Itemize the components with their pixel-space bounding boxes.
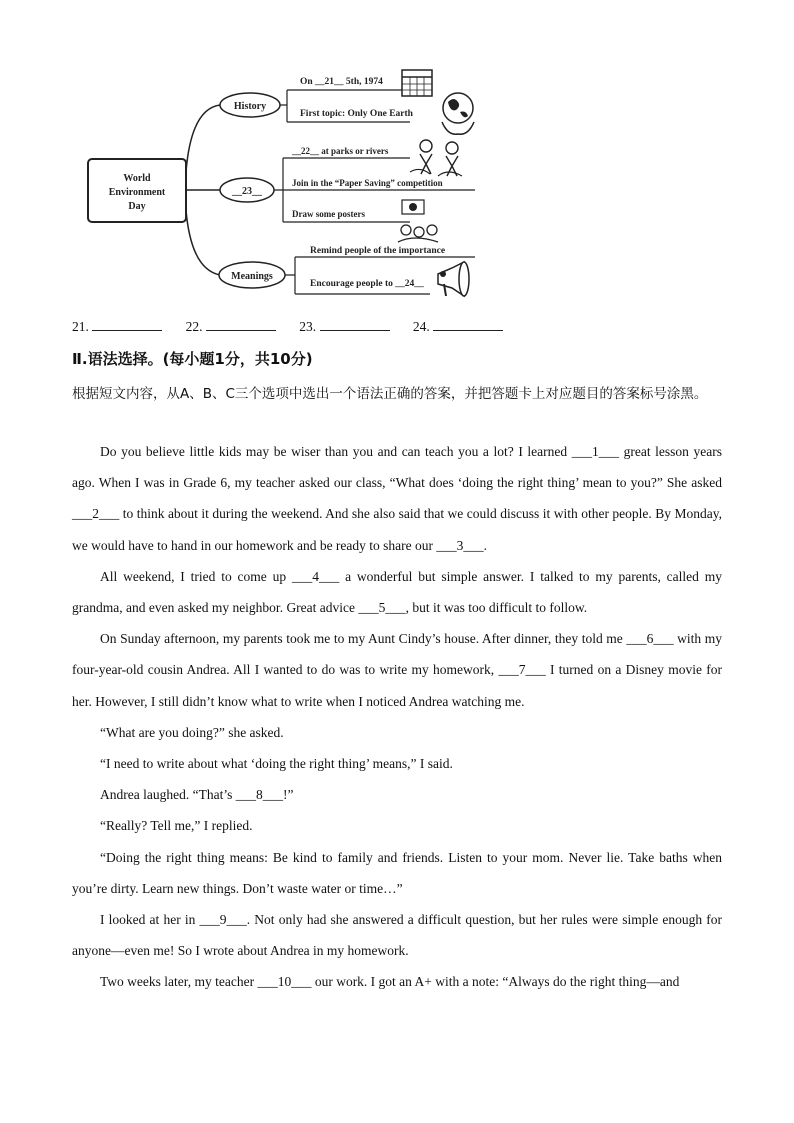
answer-24-number: 24.: [412, 319, 430, 334]
passage-paragraph: “Really? Tell me,” I replied.: [100, 818, 253, 834]
passage: [72, 436, 722, 998]
connector-history: [186, 105, 220, 172]
answer-23-number: 23.: [299, 319, 317, 334]
answer-22-number: 22.: [185, 319, 203, 334]
megaphone-icon: [438, 262, 469, 296]
passage-paragraph: Andrea laughed. “That’s ___8___!”: [100, 787, 294, 803]
earth-hands-icon: [442, 93, 474, 134]
answer-23: [299, 318, 389, 335]
center-line-1: World: [123, 173, 151, 184]
branch-23-item-2: Join in the “Paper Saving” competition: [292, 178, 443, 188]
branch-23-item-3: Draw some posters: [292, 209, 365, 219]
branch-history-label: History: [233, 101, 267, 112]
center-line-2: Environment: [108, 187, 166, 198]
section-instruction: 根据短文内容，从A、B、C三个选项中选出一个语法正确的答案，并把答题卡上对应题目的答案标号涂黑。: [72, 386, 708, 402]
passage-paragraph: Do you believe little kids may be wiser than you and can teach you a lot? I learned ___1___ great lesson years ago. When I was in Grade 6, my teacher asked our class, “What does ‘doing the right thing’ mean to you?” She asked ___2___ to think about it during the weekend. And she also said that we could discuss it with other people. By Monday, we would have to hand in our homework and be ready to share our ___3___.: [72, 444, 722, 553]
mind-map-diagram: [80, 62, 480, 312]
passage-paragraph: Two weeks later, my teacher ___10___ our work. I got an A+ with a note: “Always do the right thing—and: [100, 974, 680, 990]
meanings-item-1: Remind people of the importance: [310, 246, 446, 256]
section-title: Ⅱ.语法选择。(每小题1分，共10分): [72, 350, 313, 368]
answer-21-blank[interactable]: [92, 318, 162, 331]
branch-23-item-1: __22__ at parks or rivers: [292, 146, 389, 156]
center-line-3: Day: [128, 201, 146, 212]
history-item-1: On __21__ 5th, 1974: [300, 77, 383, 87]
passage-paragraph: On Sunday afternoon, my parents took me to my Aunt Cindy’s house. After dinner, they told me ___6___ with my four-year-old cousin Andrea. All I wanted to do was to write my homework, ___7___ I turned on a Disney movie for her. However, I still didn’t know what to write when I noticed Andrea watching me.: [72, 631, 722, 709]
answer-24-blank[interactable]: [433, 318, 503, 331]
answer-22: [186, 318, 276, 335]
passage-paragraph: “Doing the right thing means: Be kind to family and friends. Listen to your mom. Never lie. Take baths when you’re dirty. Learn new things. Don’t waste water or time…”: [72, 849, 722, 896]
passage-paragraph: “What are you doing?” she asked.: [100, 724, 284, 740]
answer-21: [72, 318, 162, 335]
branch-23-label: __23__: [232, 186, 262, 197]
answer-24: [413, 318, 503, 335]
passage-paragraph: “I need to write about what ‘doing the right thing’ means,” I said.: [100, 756, 453, 772]
answer-23-blank[interactable]: [320, 318, 390, 331]
answer-22-blank[interactable]: [206, 318, 276, 331]
meanings-item-2: Encourage people to __24__: [310, 279, 424, 289]
passage-paragraph: All weekend, I tried to come up ___4___ a wonderful but simple answer. I talked to my parents, called my grandma, and even asked my neighbor. Great advice ___5___, but it was too difficult to follow.: [72, 568, 722, 616]
branch-meanings-label: Meanings: [231, 271, 273, 282]
history-item-2: First topic: Only One Earth: [300, 109, 413, 119]
answer-21-number: 21.: [72, 319, 89, 334]
passage-paragraph: I looked at her in ___9___. Not only had she answered a difficult question, but her rules were simple enough for anyone—even me! So I wrote about Andrea in my homework.: [72, 912, 722, 959]
connector-meanings: [186, 210, 220, 275]
answer-blanks-row: [72, 318, 523, 335]
mind-map-svg: [80, 62, 480, 312]
drawing-posters-icon: [398, 200, 438, 242]
calendar-icon: [402, 70, 432, 96]
kids-cleaning-icon: [410, 140, 462, 176]
